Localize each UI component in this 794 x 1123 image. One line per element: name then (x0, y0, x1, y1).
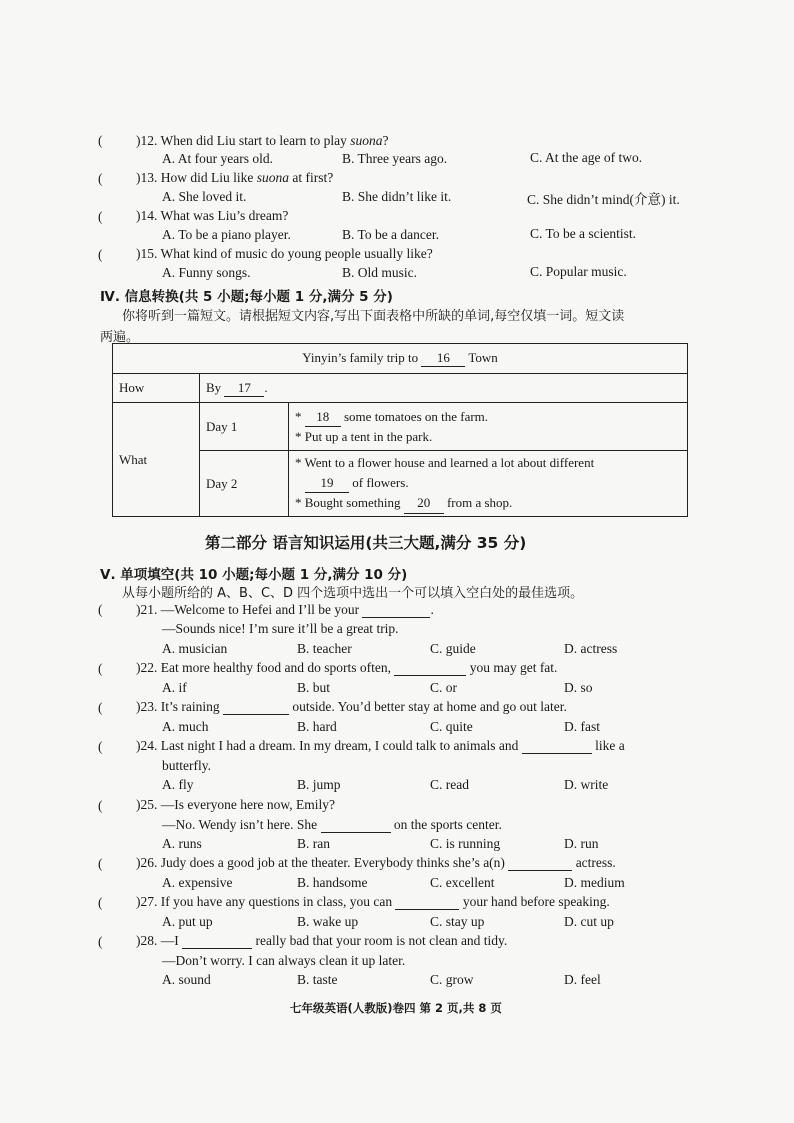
day-2-cell: * Went to a flower house and learned a lot about different 19 of flowers. * Bought something 20 from a shop. (289, 451, 688, 517)
fill-blank (321, 818, 391, 833)
answer-paren[interactable]: ( (98, 934, 103, 949)
trip-table (112, 343, 688, 517)
fill-blank (362, 603, 430, 618)
fill-blank (223, 700, 289, 715)
answer-paren[interactable]: ( (98, 171, 103, 186)
answer-paren[interactable]: ( (98, 856, 103, 871)
option-d: D. cut up (564, 914, 614, 929)
fill-blank (508, 856, 572, 871)
day-2-label: Day 2 (200, 451, 289, 517)
option-a: A. expensive (162, 875, 233, 890)
option-c: C. guide (430, 641, 476, 656)
what-label: What (113, 403, 200, 517)
option-b: B. teacher (297, 641, 352, 656)
option-a: A. To be a piano player. (162, 227, 291, 242)
fill-blank (395, 895, 459, 910)
section-5-heading: Ⅴ. 单项填空(共 10 小题;每小题 1 分,满分 10 分) (100, 567, 408, 583)
option-d: D. medium (564, 875, 625, 890)
option-c: C. At the age of two. (530, 150, 643, 165)
option-c: C. is running (430, 836, 501, 851)
day-1-label: Day 1 (200, 403, 289, 451)
answer-paren[interactable]: ( (98, 700, 103, 715)
option-b: B. wake up (297, 914, 359, 929)
option-d: D. feel (564, 972, 601, 987)
how-label: How (113, 374, 200, 403)
answer-paren[interactable]: ( (98, 209, 103, 224)
option-a: A. if (162, 680, 187, 695)
answer-paren[interactable]: ( (98, 661, 103, 676)
table-title: Yinyin’s family trip to 16 Town (113, 344, 688, 374)
option-c: C. excellent (430, 875, 495, 890)
blank-20[interactable]: 20 (404, 493, 444, 514)
answer-paren[interactable]: ( (98, 247, 103, 262)
option-c: C. To be a scientist. (530, 226, 637, 241)
answer-paren[interactable]: ( (98, 895, 103, 910)
answer-paren[interactable]: ( (98, 798, 103, 813)
blank-17[interactable]: 17 (224, 380, 264, 397)
option-d: D. actress (564, 641, 618, 656)
option-c: C. She didn’t mind(介意) it. (527, 192, 680, 207)
option-a: A. runs (162, 836, 202, 851)
option-a: A. put up (162, 914, 213, 929)
section-4-heading: Ⅳ. 信息转换(共 5 小题;每小题 1 分,满分 5 分) (100, 289, 393, 305)
fill-blank (522, 739, 592, 754)
section-5-instruction: 从每小题所给的 A、B、C、D 四个选项中选出一个可以填入空白处的最佳选项。 (122, 586, 584, 601)
blank-16[interactable]: 16 (421, 350, 465, 367)
fill-blank (182, 934, 252, 949)
answer-paren[interactable]: ( (98, 739, 103, 754)
option-c: C. grow (430, 972, 474, 987)
option-a: A. musician (162, 641, 228, 656)
blank-18[interactable]: 18 (305, 407, 341, 427)
option-c: C. stay up (430, 914, 485, 929)
day-1-cell: * 18 some tomatoes on the farm. * Put up a tent in the park. (289, 403, 688, 451)
option-b: B. taste (297, 972, 338, 987)
section-4-instruction-cont: 两遍。 (100, 330, 140, 345)
option-d: D. so (564, 680, 593, 695)
part-2-heading: 第二部分 语言知识运用(共三大题,满分 35 分) (205, 534, 527, 552)
blank-19[interactable]: 19 (305, 473, 349, 494)
page-footer: 七年级英语(人教版)卷四 第 2 页,共 8 页 (290, 1001, 502, 1015)
option-b: B. hard (297, 719, 337, 734)
option-b: B. She didn’t like it. (342, 189, 452, 204)
how-cell: By 17 . (200, 374, 688, 403)
option-b: B. but (297, 680, 331, 695)
option-b: B. handsome (297, 875, 368, 890)
option-a: A. fly (162, 777, 194, 792)
option-b: B. Three years ago. (342, 151, 448, 166)
option-d: D. write (564, 777, 609, 792)
section-4-instruction: 你将听到一篇短文。请根据短文内容,写出下面表格中所缺的单词,每空仅填一词。短文读 (122, 309, 625, 324)
option-d: D. fast (564, 719, 600, 734)
option-a: A. much (162, 719, 209, 734)
option-b: B. Old music. (342, 265, 418, 280)
option-a: A. Funny songs. (162, 265, 251, 280)
option-a: A. At four years old. (162, 151, 273, 166)
option-d: D. run (564, 836, 599, 851)
option-a: A. sound (162, 972, 211, 987)
answer-paren[interactable]: ( (98, 133, 103, 148)
answer-paren[interactable]: ( (98, 602, 103, 617)
option-c: C. or (430, 680, 457, 695)
fill-blank (394, 661, 466, 676)
option-a: A. She loved it. (162, 189, 247, 204)
option-c: C. read (430, 777, 469, 792)
option-c: C. quite (430, 719, 473, 734)
option-b: B. jump (297, 777, 341, 792)
option-b: B. To be a dancer. (342, 227, 440, 242)
option-b: B. ran (297, 836, 330, 851)
option-c: C. Popular music. (530, 264, 627, 279)
